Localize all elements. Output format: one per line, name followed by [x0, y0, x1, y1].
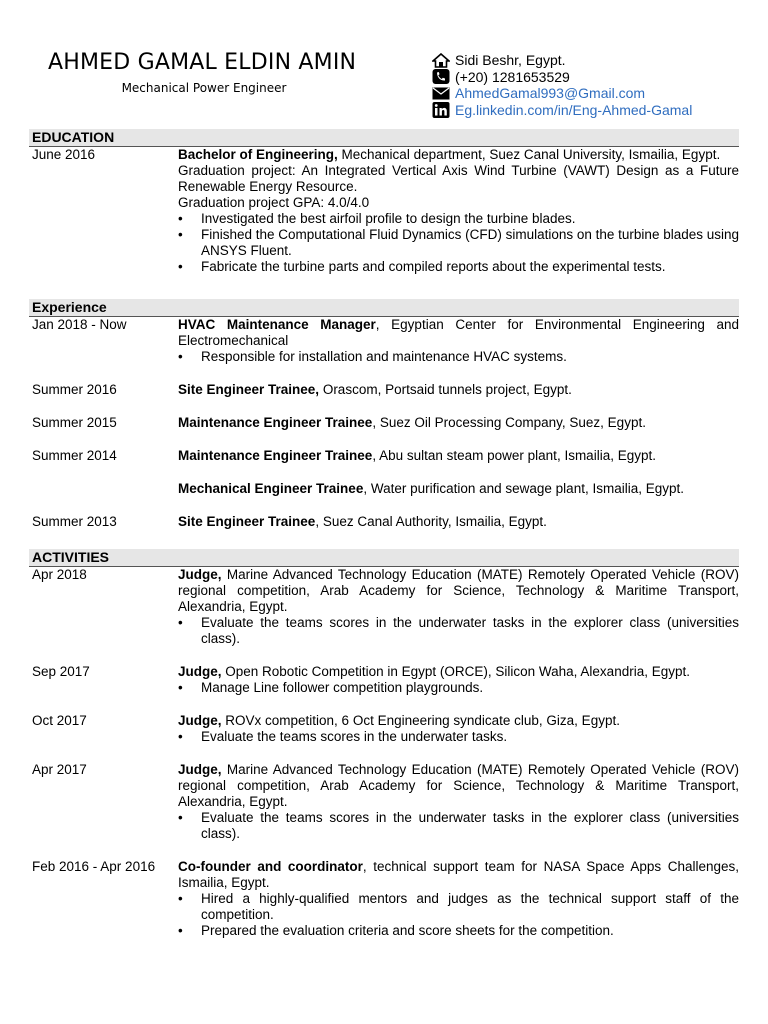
entry-date: Summer 2015 — [32, 415, 117, 430]
mail-icon — [432, 86, 450, 101]
list-item: • Evaluate the teams scores in the underwater tasks in the explorer class (universities class). — [178, 615, 739, 647]
education-section — [29, 129, 739, 275]
degree-title: Bachelor of Engineering, — [178, 147, 338, 162]
role-title: Judge, — [178, 762, 222, 777]
list-item: • Responsible for installation and maintenance HVAC systems. — [178, 349, 739, 365]
entry-date: Summer 2013 — [32, 514, 117, 529]
experience-section — [29, 299, 739, 530]
role-title: Site Engineer Trainee, — [178, 382, 320, 397]
role-title: HVAC Maintenance Manager — [178, 317, 376, 332]
contact-phone — [432, 69, 692, 85]
contact-block — [432, 52, 692, 118]
experience-heading: Experience — [29, 299, 739, 317]
role-details: , Suez Canal Authority, Ismailia, Egypt. — [315, 514, 547, 529]
entry-date: Oct 2017 — [32, 713, 87, 728]
role-details: Marine Advanced Technology Education (MATE) Remotely Operated Vehicle (ROV) regional competition, Arab Academy for Science, Technology & Maritime Transport, Alexandria, Egypt. — [178, 567, 739, 614]
entry-date: Summer 2016 — [32, 382, 117, 397]
experience-entry — [29, 481, 739, 497]
role-title: Site Engineer Trainee — [178, 514, 316, 529]
role-details: Marine Advanced Technology Education (MATE) Remotely Operated Vehicle (ROV) regional competition, Arab Academy for Science, Technology & Maritime Transport, Alexandria, Egypt. — [178, 762, 739, 809]
graduation-gpa: Graduation project GPA: 4.0/4.0 — [178, 195, 370, 210]
education-bullets — [178, 211, 739, 275]
role-details: Open Robotic Competition in Egypt (ORCE), Silicon Waha, Alexandria, Egypt. — [221, 664, 690, 679]
list-item: • Finished the Computational Fluid Dynamics (CFD) simulations on the turbine blades using ANSYS Fluent. — [178, 227, 739, 259]
experience-entry — [29, 382, 739, 398]
role-details: ROVx competition, 6 Oct Engineering syndicate club, Giza, Egypt. — [221, 713, 620, 728]
role-title: Maintenance Engineer Trainee — [178, 448, 373, 463]
entry-date: Sep 2017 — [32, 664, 90, 679]
entry-date: Jan 2018 - Now — [32, 317, 127, 332]
list-item: • Hired a highly-qualified mentors and judges as the technical support staff of the competition. — [178, 891, 739, 923]
candidate-name: AHMED GAMAL ELDIN AMIN — [48, 50, 357, 75]
candidate-title: Mechanical Power Engineer — [121, 81, 287, 95]
list-item: • Evaluate the teams scores in the underwater tasks in the explorer class (universities class). — [178, 810, 739, 842]
list-item: • Manage Line follower competition playgrounds. — [178, 680, 739, 696]
list-item: • Investigated the best airfoil profile to design the turbine blades. — [178, 211, 739, 227]
role-title: Judge, — [178, 664, 222, 679]
role-title: Judge, — [178, 713, 222, 728]
role-details: , Egyptian Center for Environmental Engineering and Electromechanical — [178, 317, 739, 348]
entry-date — [29, 481, 178, 497]
activity-entry — [29, 567, 739, 647]
activities-section — [29, 549, 739, 939]
phone-icon — [432, 69, 450, 84]
entry-date: Feb 2016 - Apr 2016 — [32, 859, 156, 874]
role-title: Maintenance Engineer Trainee — [178, 415, 373, 430]
degree-details: Mechanical department, Suez Canal University, Ismailia, Egypt. — [337, 147, 721, 162]
list-item: • Evaluate the teams scores in the underwater tasks. — [178, 729, 739, 745]
experience-entry — [29, 448, 739, 464]
contact-linkedin[interactable] — [432, 102, 692, 118]
experience-entry — [29, 514, 739, 530]
entry-date: Apr 2017 — [32, 762, 87, 777]
role-title: Mechanical Engineer Trainee — [178, 481, 364, 496]
education-date: June 2016 — [32, 147, 96, 162]
entry-date: Summer 2014 — [32, 448, 117, 463]
email-link[interactable]: AhmedGamal993@Gmail.com — [455, 85, 646, 101]
education-heading: EDUCATION — [29, 129, 739, 147]
activity-entry — [29, 664, 739, 696]
role-title: Judge, — [178, 567, 222, 582]
contact-email[interactable] — [432, 85, 692, 101]
activity-entry — [29, 859, 739, 939]
graduation-project: Graduation project: An Integrated Vertical Axis Wind Turbine (VAWT) Design as a Future Renewable Energy Resource. — [178, 163, 739, 194]
education-body — [178, 147, 739, 275]
role-title: Co-founder and coordinator — [178, 859, 363, 874]
linkedin-link[interactable]: Eg.linkedin.com/in/Eng-Ahmed-Gamal — [455, 101, 693, 118]
activity-entry — [29, 713, 739, 745]
linkedin-icon — [432, 102, 450, 117]
role-details: , Abu sultan steam power plant, Ismailia, Egypt. — [372, 448, 656, 463]
experience-entry — [29, 415, 739, 431]
activity-entry — [29, 762, 739, 842]
address-text: Sidi Beshr, Egypt. — [455, 52, 566, 68]
role-details: , Suez Oil Processing Company, Suez, Egypt. — [372, 415, 646, 430]
list-item: • Prepared the evaluation criteria and score sheets for the competition. — [178, 923, 739, 939]
list-item: • Fabricate the turbine parts and compiled reports about the experimental tests. — [178, 259, 739, 275]
activities-heading: ACTIVITIES — [29, 549, 739, 567]
role-details: , Water purification and sewage plant, Ismailia, Egypt. — [363, 481, 684, 496]
role-details: Orascom, Portsaid tunnels project, Egypt. — [319, 382, 572, 397]
phone-text: (+20) 1281653529 — [455, 68, 570, 85]
entry-date: Apr 2018 — [32, 567, 87, 582]
role-details: , technical support team for NASA Space Apps Challenges, Ismailia, Egypt. — [178, 859, 739, 890]
home-icon — [432, 53, 450, 68]
experience-entry — [29, 317, 739, 365]
contact-address — [432, 52, 692, 68]
education-entry — [29, 147, 739, 275]
